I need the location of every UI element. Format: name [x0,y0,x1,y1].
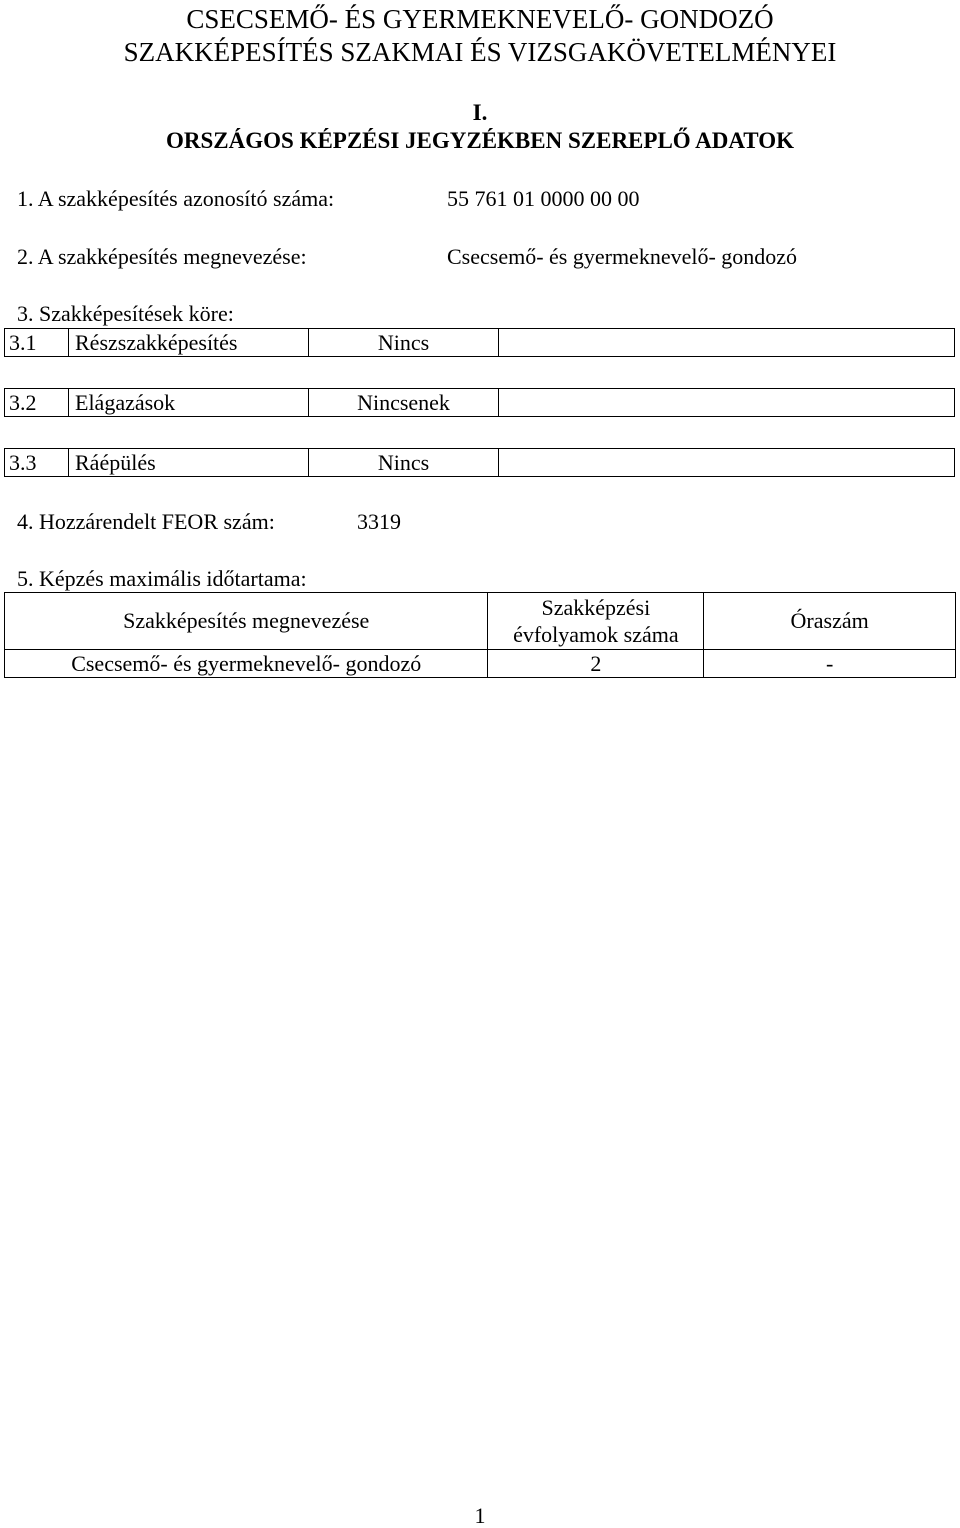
header-training-years [488,593,704,650]
item-4-label: 4. Hozzárendelt FEOR szám: [17,509,275,534]
duration-table-header-row [5,593,956,650]
item-5-label: 5. Képzés maximális időtartama: [17,566,307,591]
scope-row-3-3 [4,448,955,477]
item-1-label: 1. A szakképesítés azonosító száma: [17,186,335,211]
item-1-value: 55 761 01 0000 00 00 [447,186,640,211]
row-qualification-name: Csecsemő- és gyermeknevelő- gondozó [5,650,488,678]
scope-row-empty [499,449,954,476]
section-title: ORSZÁGOS KÉPZÉSI JEGYZÉKBEN SZEREPLŐ ADATOK [166,128,794,153]
scope-row-empty [499,329,954,356]
item-3-label: 3. Szakképesítések köre: [17,301,234,326]
row-hours: - [704,650,956,678]
scope-row-number: 3.1 [5,329,69,356]
section-number: I. [472,100,488,125]
scope-row-name: Ráépülés [69,449,309,476]
duration-table [4,592,956,678]
item-4-value: 3319 [357,509,401,534]
item-2-value: Csecsemő- és gyermeknevelő- gondozó [447,244,798,269]
scope-row-number: 3.3 [5,449,69,476]
scope-row-value: Nincsenek [309,389,499,416]
document-title-line-1: CSECSEMŐ- ÉS GYERMEKNEVELŐ- GONDOZÓ [186,4,774,34]
header-training-years-line-1: Szakképzési [541,594,651,620]
header-qualification-name: Szakképesítés megnevezése [5,593,488,650]
page-number: 1 [474,1503,486,1528]
duration-table-row [5,650,956,678]
header-hours: Óraszám [704,593,956,650]
scope-row-name: Részszakképesítés [69,329,309,356]
document-title-line-2: SZAKKÉPESÍTÉS SZAKMAI ÉS VIZSGAKÖVETELMÉNYEI [123,37,837,67]
item-2-label: 2. A szakképesítés megnevezése: [17,244,307,269]
header-training-years-line-2: évfolyamok száma [513,622,679,647]
scope-row-value: Nincs [309,449,499,476]
scope-row-empty [499,389,954,416]
row-training-years: 2 [488,650,704,678]
scope-row-name: Elágazások [69,389,309,416]
scope-row-3-1 [4,328,955,357]
scope-row-3-2 [4,388,955,417]
scope-row-value: Nincs [309,329,499,356]
scope-row-number: 3.2 [5,389,69,416]
